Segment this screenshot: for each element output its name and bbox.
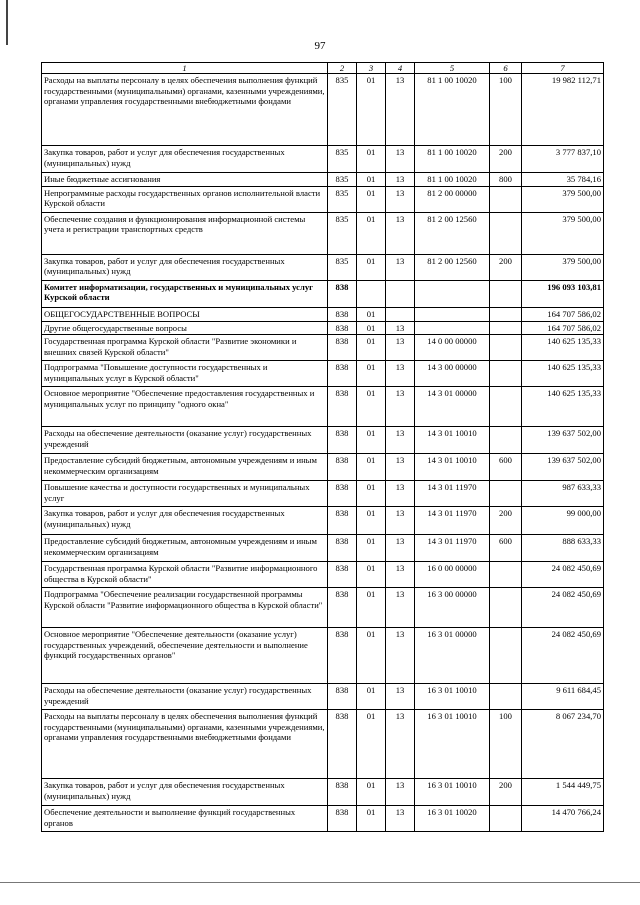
row-name-cell: Другие общегосударственные вопросы <box>42 321 328 335</box>
row-name-cell: Основное мероприятие "Обеспечение деятельности (оказание услуг) государственных учреждений, обеспечение деятельности и выполнение функций государственных органов" <box>42 628 328 684</box>
row-gov-code: 838 <box>328 280 357 307</box>
row-expense-type <box>490 806 522 832</box>
row-section-code <box>357 280 386 307</box>
row-subsection-code <box>386 307 415 321</box>
row-expense-type <box>490 280 522 307</box>
row-target-code: 14 3 00 00000 <box>415 361 490 387</box>
row-amount: 987 633,33 <box>522 481 604 507</box>
row-section-code: 01 <box>357 254 386 280</box>
row-name-cell: Непрограммные расходы государственных органов исполнительной власти Курской области <box>42 186 328 212</box>
row-section-code: 01 <box>357 454 386 481</box>
row-expense-type <box>490 212 522 254</box>
row-section-code: 01 <box>357 361 386 387</box>
row-expense-type <box>490 562 522 588</box>
table-row <box>42 588 604 628</box>
row-target-code: 81 2 00 00000 <box>415 186 490 212</box>
row-gov-code: 838 <box>328 321 357 335</box>
row-gov-code: 835 <box>328 146 357 173</box>
row-amount: 99 000,00 <box>522 507 604 535</box>
row-name-cell: Обеспечение создания и функционирования информационной системы учета и регистрации транспортных средств <box>42 212 328 254</box>
bottom-rule <box>0 882 640 883</box>
row-expense-type <box>490 481 522 507</box>
row-name-cell: Предоставление субсидий бюджетным, автономным учреждениям и иным некоммерческим организациям <box>42 454 328 481</box>
row-target-code: 81 1 00 10020 <box>415 74 490 146</box>
row-expense-type: 600 <box>490 535 522 562</box>
row-amount: 164 707 586,02 <box>522 321 604 335</box>
row-section-code: 01 <box>357 335 386 361</box>
row-expense-type <box>490 387 522 427</box>
table-row <box>42 387 604 427</box>
table-row <box>42 361 604 387</box>
row-section-code: 01 <box>357 779 386 806</box>
row-expense-type <box>490 321 522 335</box>
row-subsection-code: 13 <box>386 173 415 187</box>
row-name-cell: Подпрограмма "Повышение доступности государственных и муниципальных услуг в Курской области" <box>42 361 328 387</box>
row-subsection-code: 13 <box>386 387 415 427</box>
row-amount: 139 637 502,00 <box>522 427 604 454</box>
row-section-code: 01 <box>357 588 386 628</box>
row-name-cell: Расходы на обеспечение деятельности (оказание услуг) государственных учреждений <box>42 427 328 454</box>
table-row <box>42 254 604 280</box>
row-gov-code: 838 <box>328 454 357 481</box>
row-gov-code: 838 <box>328 427 357 454</box>
row-subsection-code: 13 <box>386 146 415 173</box>
row-section-code: 01 <box>357 321 386 335</box>
row-subsection-code: 13 <box>386 684 415 710</box>
row-target-code: 14 3 01 11970 <box>415 535 490 562</box>
row-gov-code: 835 <box>328 186 357 212</box>
row-amount: 9 611 684,45 <box>522 684 604 710</box>
row-section-code: 01 <box>357 212 386 254</box>
row-name-cell: Расходы на обеспечение деятельности (оказание услуг) государственных учреждений <box>42 684 328 710</box>
row-gov-code: 838 <box>328 806 357 832</box>
table-row <box>42 454 604 481</box>
row-subsection-code: 13 <box>386 321 415 335</box>
row-subsection-code: 13 <box>386 481 415 507</box>
row-gov-code: 835 <box>328 173 357 187</box>
row-name-cell: Закупка товаров, работ и услуг для обеспечения государственных (муниципальных) нужд <box>42 254 328 280</box>
row-subsection-code: 13 <box>386 212 415 254</box>
row-gov-code: 838 <box>328 562 357 588</box>
header-cell: 5 <box>415 63 490 74</box>
row-target-code: 14 3 01 11970 <box>415 481 490 507</box>
row-target-code <box>415 321 490 335</box>
row-expense-type <box>490 361 522 387</box>
row-section-code: 01 <box>357 710 386 779</box>
header-cell: 6 <box>490 63 522 74</box>
row-section-code: 01 <box>357 628 386 684</box>
row-amount: 379 500,00 <box>522 186 604 212</box>
row-gov-code: 838 <box>328 507 357 535</box>
table-row <box>42 74 604 146</box>
row-expense-type: 200 <box>490 507 522 535</box>
row-expense-type <box>490 628 522 684</box>
row-amount: 35 784,16 <box>522 173 604 187</box>
row-expense-type: 800 <box>490 173 522 187</box>
row-subsection-code: 13 <box>386 779 415 806</box>
row-subsection-code: 13 <box>386 74 415 146</box>
row-name-cell: ОБЩЕГОСУДАРСТВЕННЫЕ ВОПРОСЫ <box>42 307 328 321</box>
row-amount: 196 093 103,81 <box>522 280 604 307</box>
row-gov-code: 838 <box>328 779 357 806</box>
row-subsection-code: 13 <box>386 361 415 387</box>
row-amount: 14 470 766,24 <box>522 806 604 832</box>
row-gov-code: 835 <box>328 74 357 146</box>
row-expense-type: 200 <box>490 779 522 806</box>
row-name-cell: Комитет информатизации, государственных и муниципальных услуг Курской области <box>42 280 328 307</box>
row-subsection-code: 13 <box>386 254 415 280</box>
row-gov-code: 838 <box>328 481 357 507</box>
row-target-code: 14 0 00 00000 <box>415 335 490 361</box>
row-section-code: 01 <box>357 427 386 454</box>
row-section-code: 01 <box>357 74 386 146</box>
row-gov-code: 835 <box>328 212 357 254</box>
table-row <box>42 562 604 588</box>
row-name-cell: Основное мероприятие "Обеспечение предоставления государственных и муниципальных услуг по принципу "одного окна" <box>42 387 328 427</box>
row-section-code: 01 <box>357 806 386 832</box>
header-cell: 2 <box>328 63 357 74</box>
row-gov-code: 838 <box>328 628 357 684</box>
table-row <box>42 710 604 779</box>
row-gov-code: 838 <box>328 588 357 628</box>
row-gov-code: 838 <box>328 307 357 321</box>
row-gov-code: 838 <box>328 710 357 779</box>
row-amount: 164 707 586,02 <box>522 307 604 321</box>
row-target-code: 81 2 00 12560 <box>415 212 490 254</box>
row-amount: 379 500,00 <box>522 254 604 280</box>
row-target-code: 14 3 01 00000 <box>415 387 490 427</box>
row-target-code <box>415 307 490 321</box>
row-target-code: 16 3 01 00000 <box>415 628 490 684</box>
row-subsection-code: 13 <box>386 806 415 832</box>
row-subsection-code: 13 <box>386 507 415 535</box>
row-amount: 24 082 450,69 <box>522 588 604 628</box>
row-name-cell: Иные бюджетные ассигнования <box>42 173 328 187</box>
row-amount: 1 544 449,75 <box>522 779 604 806</box>
table-row <box>42 507 604 535</box>
table-header-row <box>42 63 604 74</box>
row-amount: 888 633,33 <box>522 535 604 562</box>
row-subsection-code: 13 <box>386 562 415 588</box>
table-row <box>42 173 604 187</box>
row-name-cell: Закупка товаров, работ и услуг для обеспечения государственных (муниципальных) нужд <box>42 507 328 535</box>
row-gov-code: 838 <box>328 361 357 387</box>
row-expense-type: 600 <box>490 454 522 481</box>
row-section-code: 01 <box>357 507 386 535</box>
row-amount: 139 637 502,00 <box>522 454 604 481</box>
row-expense-type <box>490 307 522 321</box>
table-row <box>42 307 604 321</box>
table-row <box>42 628 604 684</box>
row-section-code: 01 <box>357 481 386 507</box>
row-target-code: 14 3 01 10010 <box>415 454 490 481</box>
table-row <box>42 806 604 832</box>
row-target-code: 16 3 00 00000 <box>415 588 490 628</box>
row-expense-type: 100 <box>490 710 522 779</box>
table-row <box>42 212 604 254</box>
row-section-code: 01 <box>357 307 386 321</box>
row-amount: 24 082 450,69 <box>522 628 604 684</box>
table-row <box>42 427 604 454</box>
header-cell: 1 <box>42 63 328 74</box>
row-target-code: 81 2 00 12560 <box>415 254 490 280</box>
row-amount: 8 067 234,70 <box>522 710 604 779</box>
row-subsection-code: 13 <box>386 186 415 212</box>
row-section-code: 01 <box>357 535 386 562</box>
row-section-code: 01 <box>357 387 386 427</box>
row-target-code: 16 3 01 10010 <box>415 684 490 710</box>
row-amount: 24 082 450,69 <box>522 562 604 588</box>
row-subsection-code: 13 <box>386 427 415 454</box>
table-row <box>42 779 604 806</box>
header-cell: 3 <box>357 63 386 74</box>
page-number: 97 <box>314 40 326 52</box>
table-body <box>42 74 604 832</box>
row-name-cell: Государственная программа Курской области "Развитие информационного общества в Курской области" <box>42 562 328 588</box>
row-amount: 3 777 837,10 <box>522 146 604 173</box>
row-target-code: 81 1 00 10020 <box>415 173 490 187</box>
row-name-cell: Подпрограмма "Обеспечение реализации государственной программы Курской области "Развитие информационного общества в Курской области" <box>42 588 328 628</box>
row-expense-type <box>490 335 522 361</box>
row-name-cell: Закупка товаров, работ и услуг для обеспечения государственных (муниципальных) нужд <box>42 779 328 806</box>
row-subsection-code: 13 <box>386 710 415 779</box>
budget-table <box>41 62 604 832</box>
row-section-code: 01 <box>357 146 386 173</box>
table-row <box>42 321 604 335</box>
scan-edge-mark <box>6 0 8 45</box>
table-row <box>42 280 604 307</box>
header-cell: 7 <box>522 63 604 74</box>
row-name-cell: Государственная программа Курской области "Развитие экономики и внешних связей Курской области" <box>42 335 328 361</box>
row-amount: 140 625 135,33 <box>522 335 604 361</box>
row-name-cell: Расходы на выплаты персоналу в целях обеспечения выполнения функций государственными (муниципальными) органами, казенными учреждениями, органами управления государственными внебюджетными фондами <box>42 74 328 146</box>
row-subsection-code <box>386 280 415 307</box>
row-target-code: 16 3 01 10010 <box>415 710 490 779</box>
table-row <box>42 481 604 507</box>
row-amount: 140 625 135,33 <box>522 361 604 387</box>
row-amount: 379 500,00 <box>522 212 604 254</box>
row-name-cell: Предоставление субсидий бюджетным, автономным учреждениям и иным некоммерческим организациям <box>42 535 328 562</box>
row-target-code: 14 3 01 11970 <box>415 507 490 535</box>
row-subsection-code: 13 <box>386 335 415 361</box>
row-name-cell: Расходы на выплаты персоналу в целях обеспечения выполнения функций государственными (муниципальными) органами, казенными учреждениями, органами управления государственными внебюджетными фондами <box>42 710 328 779</box>
row-expense-type <box>490 186 522 212</box>
table-row <box>42 335 604 361</box>
row-target-code <box>415 280 490 307</box>
row-target-code: 81 1 00 10020 <box>415 146 490 173</box>
row-target-code: 16 3 01 10020 <box>415 806 490 832</box>
row-expense-type <box>490 588 522 628</box>
row-target-code: 16 0 00 00000 <box>415 562 490 588</box>
row-expense-type: 200 <box>490 254 522 280</box>
row-expense-type: 100 <box>490 74 522 146</box>
row-section-code: 01 <box>357 186 386 212</box>
row-gov-code: 838 <box>328 335 357 361</box>
table-row <box>42 146 604 173</box>
row-gov-code: 838 <box>328 684 357 710</box>
row-name-cell: Повышение качества и доступности государственных и муниципальных услуг <box>42 481 328 507</box>
row-expense-type <box>490 684 522 710</box>
table-row <box>42 535 604 562</box>
row-amount: 140 625 135,33 <box>522 387 604 427</box>
row-name-cell: Обеспечение деятельности и выполнение функций государственных органов <box>42 806 328 832</box>
row-section-code: 01 <box>357 562 386 588</box>
row-amount: 19 982 112,71 <box>522 74 604 146</box>
row-gov-code: 838 <box>328 535 357 562</box>
row-target-code: 14 3 01 10010 <box>415 427 490 454</box>
header-cell: 4 <box>386 63 415 74</box>
row-subsection-code: 13 <box>386 588 415 628</box>
row-section-code: 01 <box>357 173 386 187</box>
row-name-cell: Закупка товаров, работ и услуг для обеспечения государственных (муниципальных) нужд <box>42 146 328 173</box>
row-subsection-code: 13 <box>386 454 415 481</box>
row-subsection-code: 13 <box>386 535 415 562</box>
row-expense-type <box>490 427 522 454</box>
row-subsection-code: 13 <box>386 628 415 684</box>
row-target-code: 16 3 01 10010 <box>415 779 490 806</box>
row-section-code: 01 <box>357 684 386 710</box>
row-gov-code: 835 <box>328 254 357 280</box>
row-gov-code: 838 <box>328 387 357 427</box>
table-row <box>42 684 604 710</box>
row-expense-type: 200 <box>490 146 522 173</box>
table-row <box>42 186 604 212</box>
